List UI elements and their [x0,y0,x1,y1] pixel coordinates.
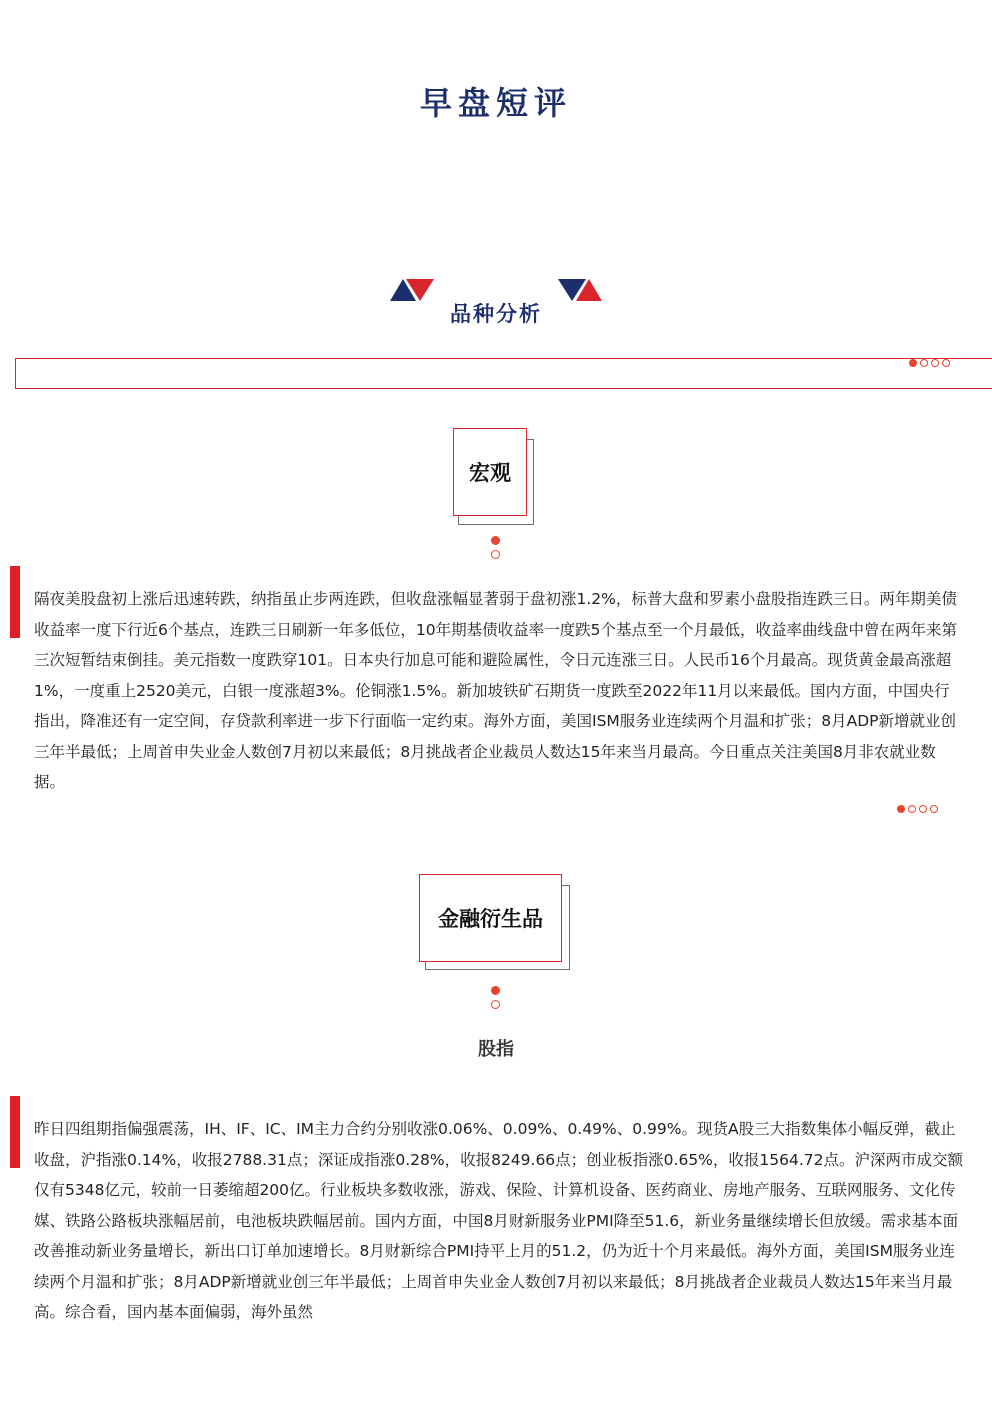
paragraph-accent-bar [10,1096,20,1168]
connector-dot-icon [491,1000,500,1009]
section-title: 品种分析 [450,302,542,326]
macro-heading-box [453,428,535,524]
pagination-dots-icon [909,359,950,367]
derivatives-heading: 金融衍生品 [419,874,562,962]
macro-heading: 宏观 [453,428,527,516]
macro-paragraph: 隔夜美股盘初上涨后迅速转跌，纳指虽止步两连跌，但收盘涨幅显著弱于盘初涨1.2%，标普大盘和罗素小盘股指连跌三日。两年期美债收益率一度下行近6个基点，连跌三日刷新一年多低位，10年期基债收益率一度跌5个基点至一个月最低，收益率曲线盘中曾在两年来第三次短暂结束倒挂。美元指数一度跌穿101。日本央行加息可能和避险属性，令日元连涨三日。人民币16个月最高。现货黄金最高涨超1%，一度重上2520美元，白银一度涨超3%。伦铜涨1.5%。新加坡铁矿石期货一度跌至2022年11月以来最低。国内方面，中国央行指出，降准还有一定空间，存贷款利率进一步下行面临一定约束。海外方面，美国ISM服务业连续两个月温和扩张；8月ADP新增就业创三年半最低；上周首申失业金人数创7月初以来最低；8月挑战者企业裁员人数达15年来当月最高。今日重点关注美国8月非农就业数据。 [34,590,957,791]
pagination-dots-icon [897,805,938,813]
derivatives-paragraph: 昨日四组期指偏强震荡，IH、IF、IC、IM主力合约分别收涨0.06%、0.09%、0.49%、0.99%。现货A股三大指数集体小幅反弹，截止收盘，沪指涨0.14%，收报2788.31点；深证成指涨0.28%，收报8249.66点；创业板指涨0.65%，收报1564.72点。沪深两市成交额仅有5348亿元，较前一日萎缩超200亿。行业板块多数收涨，游戏、保险、计算机设备、医药商业、房地产服务、互联网服务、文化传媒、铁路公路板块涨幅居前，电池板块跌幅居前。国内方面，中国8月财新服务业PMI降至51.6，新业务量继续增长但放缓。需求基本面改善推动新业务量增长，新出口订单加速增长。8月财新综合PMI持平上月的51.2，仍为近十个月来最低。海外方面，美国ISM服务业连续两个月温和扩张；8月ADP新增就业创三年半最低；上周首申失业金人数创7月初以来最低；8月挑战者企业裁员人数达15年来当月最高。综合看，国内基本面偏弱，海外虽然 [34,1120,964,1321]
page-title: 早盘短评 [419,84,572,122]
connector-dot-icon [491,550,500,559]
paragraph-accent-bar [10,566,20,638]
connector-dot-icon [491,986,500,995]
derivatives-heading-box [419,874,571,970]
connector-dot-icon [491,536,500,545]
section-banner [15,358,992,389]
stock-index-subheading: 股指 [478,1039,514,1060]
